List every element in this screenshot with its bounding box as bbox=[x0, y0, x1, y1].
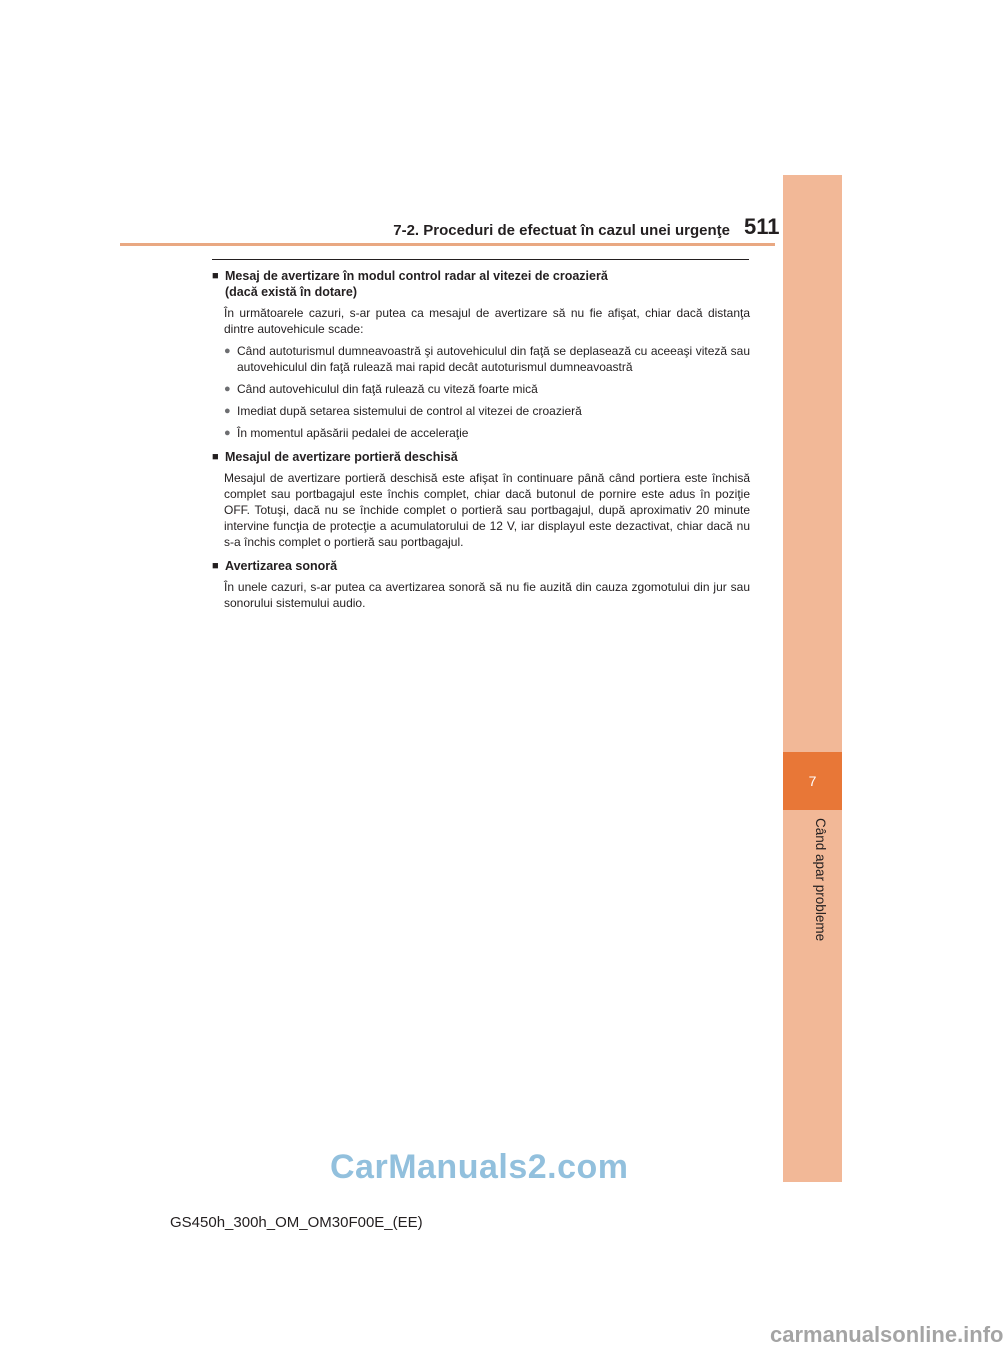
list-item: ● Când autoturismul dumneavoastră şi autovehiculul din faţă se deplasează cu aceeaşi viteză sau autovehiculul din faţă rulează mai rapid decât autoturismul dumneavoastră bbox=[224, 344, 750, 374]
page-number: 511 bbox=[744, 214, 780, 239]
heading-line: (dacă există în dotare) bbox=[225, 285, 357, 299]
heading-line: Mesaj de avertizare în modul control radar al vitezei de croazieră bbox=[225, 269, 608, 283]
page-content bbox=[212, 266, 750, 611]
document-code: GS450h_300h_OM_OM30F00E_(EE) bbox=[170, 1214, 423, 1231]
circle-bullet-icon: ● bbox=[224, 427, 231, 439]
paragraph: În următoarele cazuri, s-ar putea ca mesajul de avertizare să nu fie afişat, chiar dacă distanţa dintre autovehicule scade: bbox=[224, 306, 750, 336]
list-item: ● În momentul apăsării pedalei de acceleraţie bbox=[224, 426, 469, 440]
section-heading: ■ Avertizarea sonoră bbox=[212, 559, 338, 573]
watermark-top: CarManuals2.com bbox=[330, 1148, 629, 1186]
circle-bullet-icon: ● bbox=[224, 383, 231, 395]
square-bullet-icon: ■ bbox=[212, 560, 219, 572]
circle-bullet-icon: ● bbox=[224, 405, 231, 417]
square-bullet-icon: ■ bbox=[212, 270, 219, 282]
circle-bullet-icon: ● bbox=[224, 345, 231, 357]
square-bullet-icon: ■ bbox=[212, 451, 219, 463]
section-heading: ■ Mesajul de avertizare portieră deschisă bbox=[212, 450, 458, 464]
paragraph: Mesajul de avertizare portieră deschisă este afişat în continuare până când portiera este închisă complet sau portbagajul este închis complet, chiar dacă butonul de pornire este adus în poziţie OFF. Totuşi, dacă nu se închide complet o portieră sau portbagajul, după aproximativ 20 minute intervine funcţia de protecţie a acumulatorului de 12 V, iar displayul este dezactivat, chiar dacă nu s-a închis complet o portieră sau portbagajul. bbox=[224, 471, 750, 549]
section-heading bbox=[212, 268, 750, 300]
list-item: ● Imediat după setarea sistemului de control al vitezei de croazieră bbox=[224, 404, 582, 418]
content-rule bbox=[212, 259, 749, 260]
chapter-side-tab bbox=[783, 175, 842, 1182]
section-title: 7-2. Proceduri de efectuat în cazul unei urgenţe bbox=[393, 222, 730, 239]
list-item: ● Când autovehiculul din faţă rulează cu viteză foarte mică bbox=[224, 382, 538, 396]
header-rule bbox=[120, 243, 775, 246]
chapter-number: 7 bbox=[783, 752, 842, 810]
chapter-label: Când apar probleme bbox=[813, 818, 828, 942]
paragraph: În unele cazuri, s-ar putea ca avertizarea sonoră să nu fie auzită din cauza zgomotului din jur sau sonorului sistemului audio. bbox=[224, 580, 750, 610]
watermark-bottom: carmanualsonline.info bbox=[770, 1322, 1004, 1347]
